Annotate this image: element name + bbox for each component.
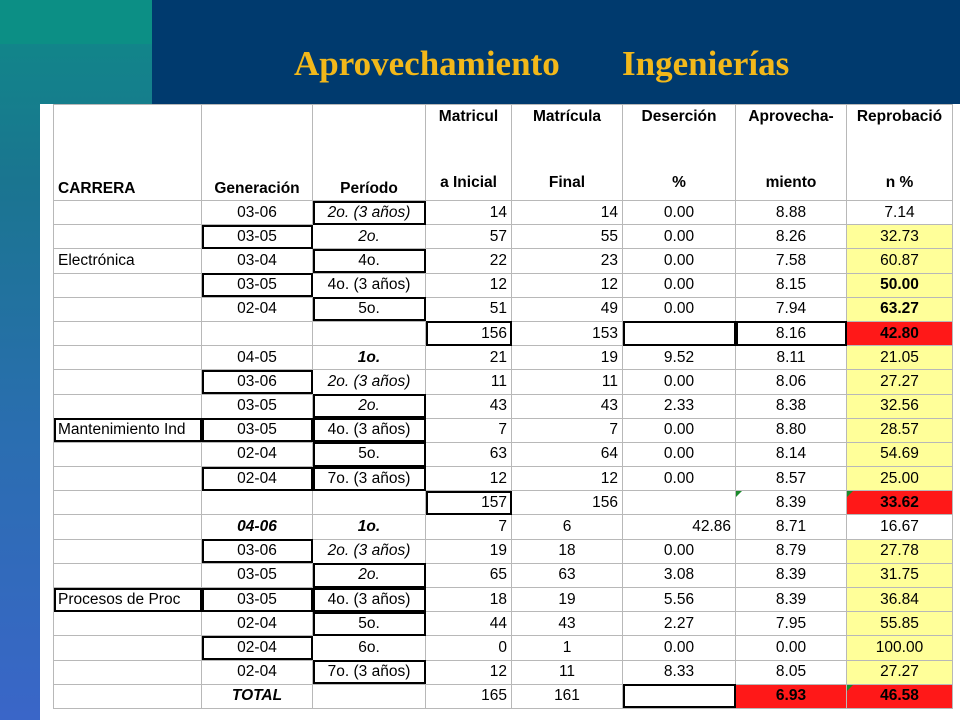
cell-generacion: 02-04 [202,442,313,466]
table-row [54,467,953,491]
cell-matricula-inicial: 63 [426,442,512,466]
cell-periodo: 4o. (3 años) [313,273,426,297]
cell-matricula-final: 43 [512,394,623,418]
cell-generacion [202,321,313,345]
cell-reprobacion: 7.14 [847,201,953,225]
cell-matricula-inicial: 12 [426,273,512,297]
cell-matricula-final: 18 [512,539,623,563]
cell-desercion [623,491,736,515]
table-row [54,249,953,273]
subtotal-row [54,321,953,345]
table-row [54,418,953,442]
table-row [54,612,953,636]
header-desercion: Deserción % [623,105,736,201]
cell-periodo: 4o. [313,249,426,273]
cell-periodo: 1o. [313,515,426,539]
table-row [54,370,953,394]
cell-reprobacion: 46.58 [847,684,953,708]
table-row [54,442,953,466]
cell-reprobacion: 42.80 [847,321,953,345]
cell-matricula-inicial: 165 [426,684,512,708]
cell-matricula-inicial: 57 [426,225,512,249]
cell-aprovechamiento: 8.88 [736,201,847,225]
cell-desercion: 0.00 [623,370,736,394]
cell-carrera [54,467,202,491]
cell-matricula-final: 156 [512,491,623,515]
table-row [54,515,953,539]
cell-reprobacion: 60.87 [847,249,953,273]
cell-carrera [54,394,202,418]
cell-periodo: 5o. [313,297,426,321]
cell-matricula-inicial: 51 [426,297,512,321]
cell-matricula-inicial: 21 [426,346,512,370]
subtotal-row [54,491,953,515]
table-row [54,297,953,321]
cell-matricula-final: 14 [512,201,623,225]
cell-carrera [54,297,202,321]
cell-reprobacion: 27.78 [847,539,953,563]
cell-desercion [623,684,736,708]
cell-total-label: TOTAL [202,684,313,708]
cell-matricula-inicial: 14 [426,201,512,225]
cell-carrera [54,370,202,394]
cell-matricula-final: 63 [512,563,623,587]
cell-generacion: 03-06 [202,201,313,225]
cell-desercion: 8.33 [623,660,736,684]
cell-desercion: 0.00 [623,539,736,563]
cell-generacion: 03-05 [202,394,313,418]
slide-title-part1: Aprovechamiento [294,44,560,83]
header-reprobacion: Reprobació n % [847,105,953,201]
cell-desercion: 5.56 [623,588,736,612]
cell-desercion [623,321,736,345]
total-row [54,684,953,708]
cell-carrera [54,225,202,249]
cell-reprobacion: 28.57 [847,418,953,442]
cell-reprobacion: 33.62 [847,491,953,515]
cell-aprovechamiento: 8.11 [736,346,847,370]
cell-carrera [54,442,202,466]
header-aprovechamiento: Aprovecha- miento [736,105,847,201]
cell-matricula-inicial: 11 [426,370,512,394]
cell-matricula-inicial: 7 [426,515,512,539]
cell-generacion: 03-05 [202,563,313,587]
cell-generacion: 02-04 [202,636,313,660]
side-accent-block [0,0,152,44]
cell-carrera [54,321,202,345]
cell-matricula-final: 12 [512,467,623,491]
cell-matricula-inicial: 65 [426,563,512,587]
cell-aprovechamiento: 6.93 [736,684,847,708]
cell-carrera [54,636,202,660]
cell-generacion: 03-05 [202,225,313,249]
table-row [54,394,953,418]
cell-aprovechamiento: 8.38 [736,394,847,418]
cell-reprobacion: 100.00 [847,636,953,660]
header-matricula-inicial: Matricul a Inicial [426,105,512,201]
cell-matricula-final: 49 [512,297,623,321]
cell-matricula-inicial: 43 [426,394,512,418]
cell-carrera [54,515,202,539]
cell-carrera: Mantenimiento Ind [54,418,202,442]
cell-matricula-final: 64 [512,442,623,466]
data-table [53,104,953,709]
cell-periodo: 2o. [313,225,426,249]
cell-matricula-final: 19 [512,588,623,612]
cell-reprobacion: 50.00 [847,273,953,297]
cell-desercion: 2.27 [623,612,736,636]
cell-carrera [54,612,202,636]
cell-periodo: 1o. [313,346,426,370]
cell-matricula-final: 6 [512,515,623,539]
header-carrera: CARRERA [54,105,202,201]
cell-periodo [313,321,426,345]
cell-reprobacion: 21.05 [847,346,953,370]
header-matricula-final: Matrícula Final [512,105,623,201]
cell-carrera [54,201,202,225]
cell-periodo: 2o. (3 años) [313,370,426,394]
cell-carrera: Procesos de Proc [54,588,202,612]
cell-reprobacion: 25.00 [847,467,953,491]
cell-periodo [313,684,426,708]
cell-aprovechamiento: 0.00 [736,636,847,660]
cell-periodo: 7o. (3 años) [313,467,426,491]
table-row [54,636,953,660]
cell-desercion: 9.52 [623,346,736,370]
cell-aprovechamiento: 8.15 [736,273,847,297]
cell-generacion: 03-04 [202,249,313,273]
cell-periodo: 5o. [313,442,426,466]
cell-matricula-inicial: 22 [426,249,512,273]
table-row [54,273,953,297]
cell-matricula-final: 55 [512,225,623,249]
table-row [54,225,953,249]
cell-matricula-final: 161 [512,684,623,708]
cell-generacion: 02-04 [202,660,313,684]
cell-aprovechamiento: 8.39 [736,491,847,515]
cell-matricula-final: 1 [512,636,623,660]
cell-matricula-final: 19 [512,346,623,370]
table-row [54,539,953,563]
cell-periodo: 2o. (3 años) [313,539,426,563]
cell-matricula-inicial: 156 [426,321,512,345]
cell-periodo: 2o. [313,563,426,587]
cell-aprovechamiento: 8.57 [736,467,847,491]
cell-desercion: 0.00 [623,273,736,297]
cell-reprobacion: 32.73 [847,225,953,249]
cell-desercion: 0.00 [623,418,736,442]
cell-aprovechamiento: 7.94 [736,297,847,321]
cell-periodo: 2o. (3 años) [313,201,426,225]
cell-periodo: 6o. [313,636,426,660]
cell-matricula-final: 7 [512,418,623,442]
cell-generacion: 04-05 [202,346,313,370]
cell-desercion: 0.00 [623,636,736,660]
cell-periodo: 4o. (3 años) [313,418,426,442]
cell-reprobacion: 27.27 [847,370,953,394]
cell-desercion: 0.00 [623,467,736,491]
cell-generacion: 03-06 [202,370,313,394]
cell-aprovechamiento: 8.39 [736,588,847,612]
cell-reprobacion: 27.27 [847,660,953,684]
cell-aprovechamiento: 8.26 [736,225,847,249]
cell-desercion: 0.00 [623,297,736,321]
table-row [54,563,953,587]
cell-carrera [54,660,202,684]
cell-generacion: 03-05 [202,418,313,442]
cell-reprobacion: 54.69 [847,442,953,466]
cell-periodo: 2o. [313,394,426,418]
cell-reprobacion: 55.85 [847,612,953,636]
cell-matricula-final: 43 [512,612,623,636]
cell-matricula-inicial: 19 [426,539,512,563]
cell-desercion: 42.86 [623,515,736,539]
cell-matricula-inicial: 157 [426,491,512,515]
cell-desercion: 0.00 [623,225,736,249]
cell-desercion: 0.00 [623,249,736,273]
cell-matricula-final: 11 [512,660,623,684]
cell-carrera [54,539,202,563]
cell-matricula-inicial: 12 [426,660,512,684]
cell-carrera [54,563,202,587]
cell-matricula-inicial: 7 [426,418,512,442]
cell-aprovechamiento: 8.16 [736,321,847,345]
cell-generacion [202,491,313,515]
cell-desercion: 3.08 [623,563,736,587]
cell-desercion: 0.00 [623,442,736,466]
cell-aprovechamiento: 8.79 [736,539,847,563]
cell-desercion: 0.00 [623,201,736,225]
cell-reprobacion: 31.75 [847,563,953,587]
header-row [54,105,953,201]
cell-matricula-final: 11 [512,370,623,394]
cell-matricula-inicial: 44 [426,612,512,636]
table-row [54,201,953,225]
cell-aprovechamiento: 7.58 [736,249,847,273]
cell-periodo: 7o. (3 años) [313,660,426,684]
cell-carrera: Electrónica [54,249,202,273]
cell-matricula-final: 153 [512,321,623,345]
cell-generacion: 03-06 [202,539,313,563]
cell-matricula-final: 12 [512,273,623,297]
cell-matricula-inicial: 18 [426,588,512,612]
cell-aprovechamiento: 8.14 [736,442,847,466]
table-row [54,660,953,684]
cell-aprovechamiento: 8.39 [736,563,847,587]
cell-desercion: 2.33 [623,394,736,418]
cell-generacion: 02-04 [202,612,313,636]
cell-aprovechamiento: 8.05 [736,660,847,684]
cell-generacion: 04-06 [202,515,313,539]
cell-generacion: 02-04 [202,467,313,491]
cell-reprobacion: 32.56 [847,394,953,418]
table-row [54,588,953,612]
cell-periodo: 5o. [313,612,426,636]
slide-title-part2: Ingenierías [622,44,790,83]
cell-carrera [54,346,202,370]
cell-carrera [54,273,202,297]
cell-reprobacion: 36.84 [847,588,953,612]
cell-aprovechamiento: 8.06 [736,370,847,394]
cell-aprovechamiento: 8.71 [736,515,847,539]
cell-matricula-inicial: 0 [426,636,512,660]
table-row [54,346,953,370]
cell-carrera [54,491,202,515]
cell-carrera [54,684,202,708]
header-generacion: Generación [202,105,313,201]
cell-generacion: 03-05 [202,273,313,297]
cell-generacion: 03-05 [202,588,313,612]
cell-generacion: 02-04 [202,297,313,321]
cell-periodo: 4o. (3 años) [313,588,426,612]
cell-aprovechamiento: 8.80 [736,418,847,442]
cell-reprobacion: 63.27 [847,297,953,321]
cell-matricula-final: 23 [512,249,623,273]
cell-matricula-inicial: 12 [426,467,512,491]
cell-aprovechamiento: 7.95 [736,612,847,636]
header-periodo: Período [313,105,426,201]
cell-reprobacion: 16.67 [847,515,953,539]
cell-periodo [313,491,426,515]
